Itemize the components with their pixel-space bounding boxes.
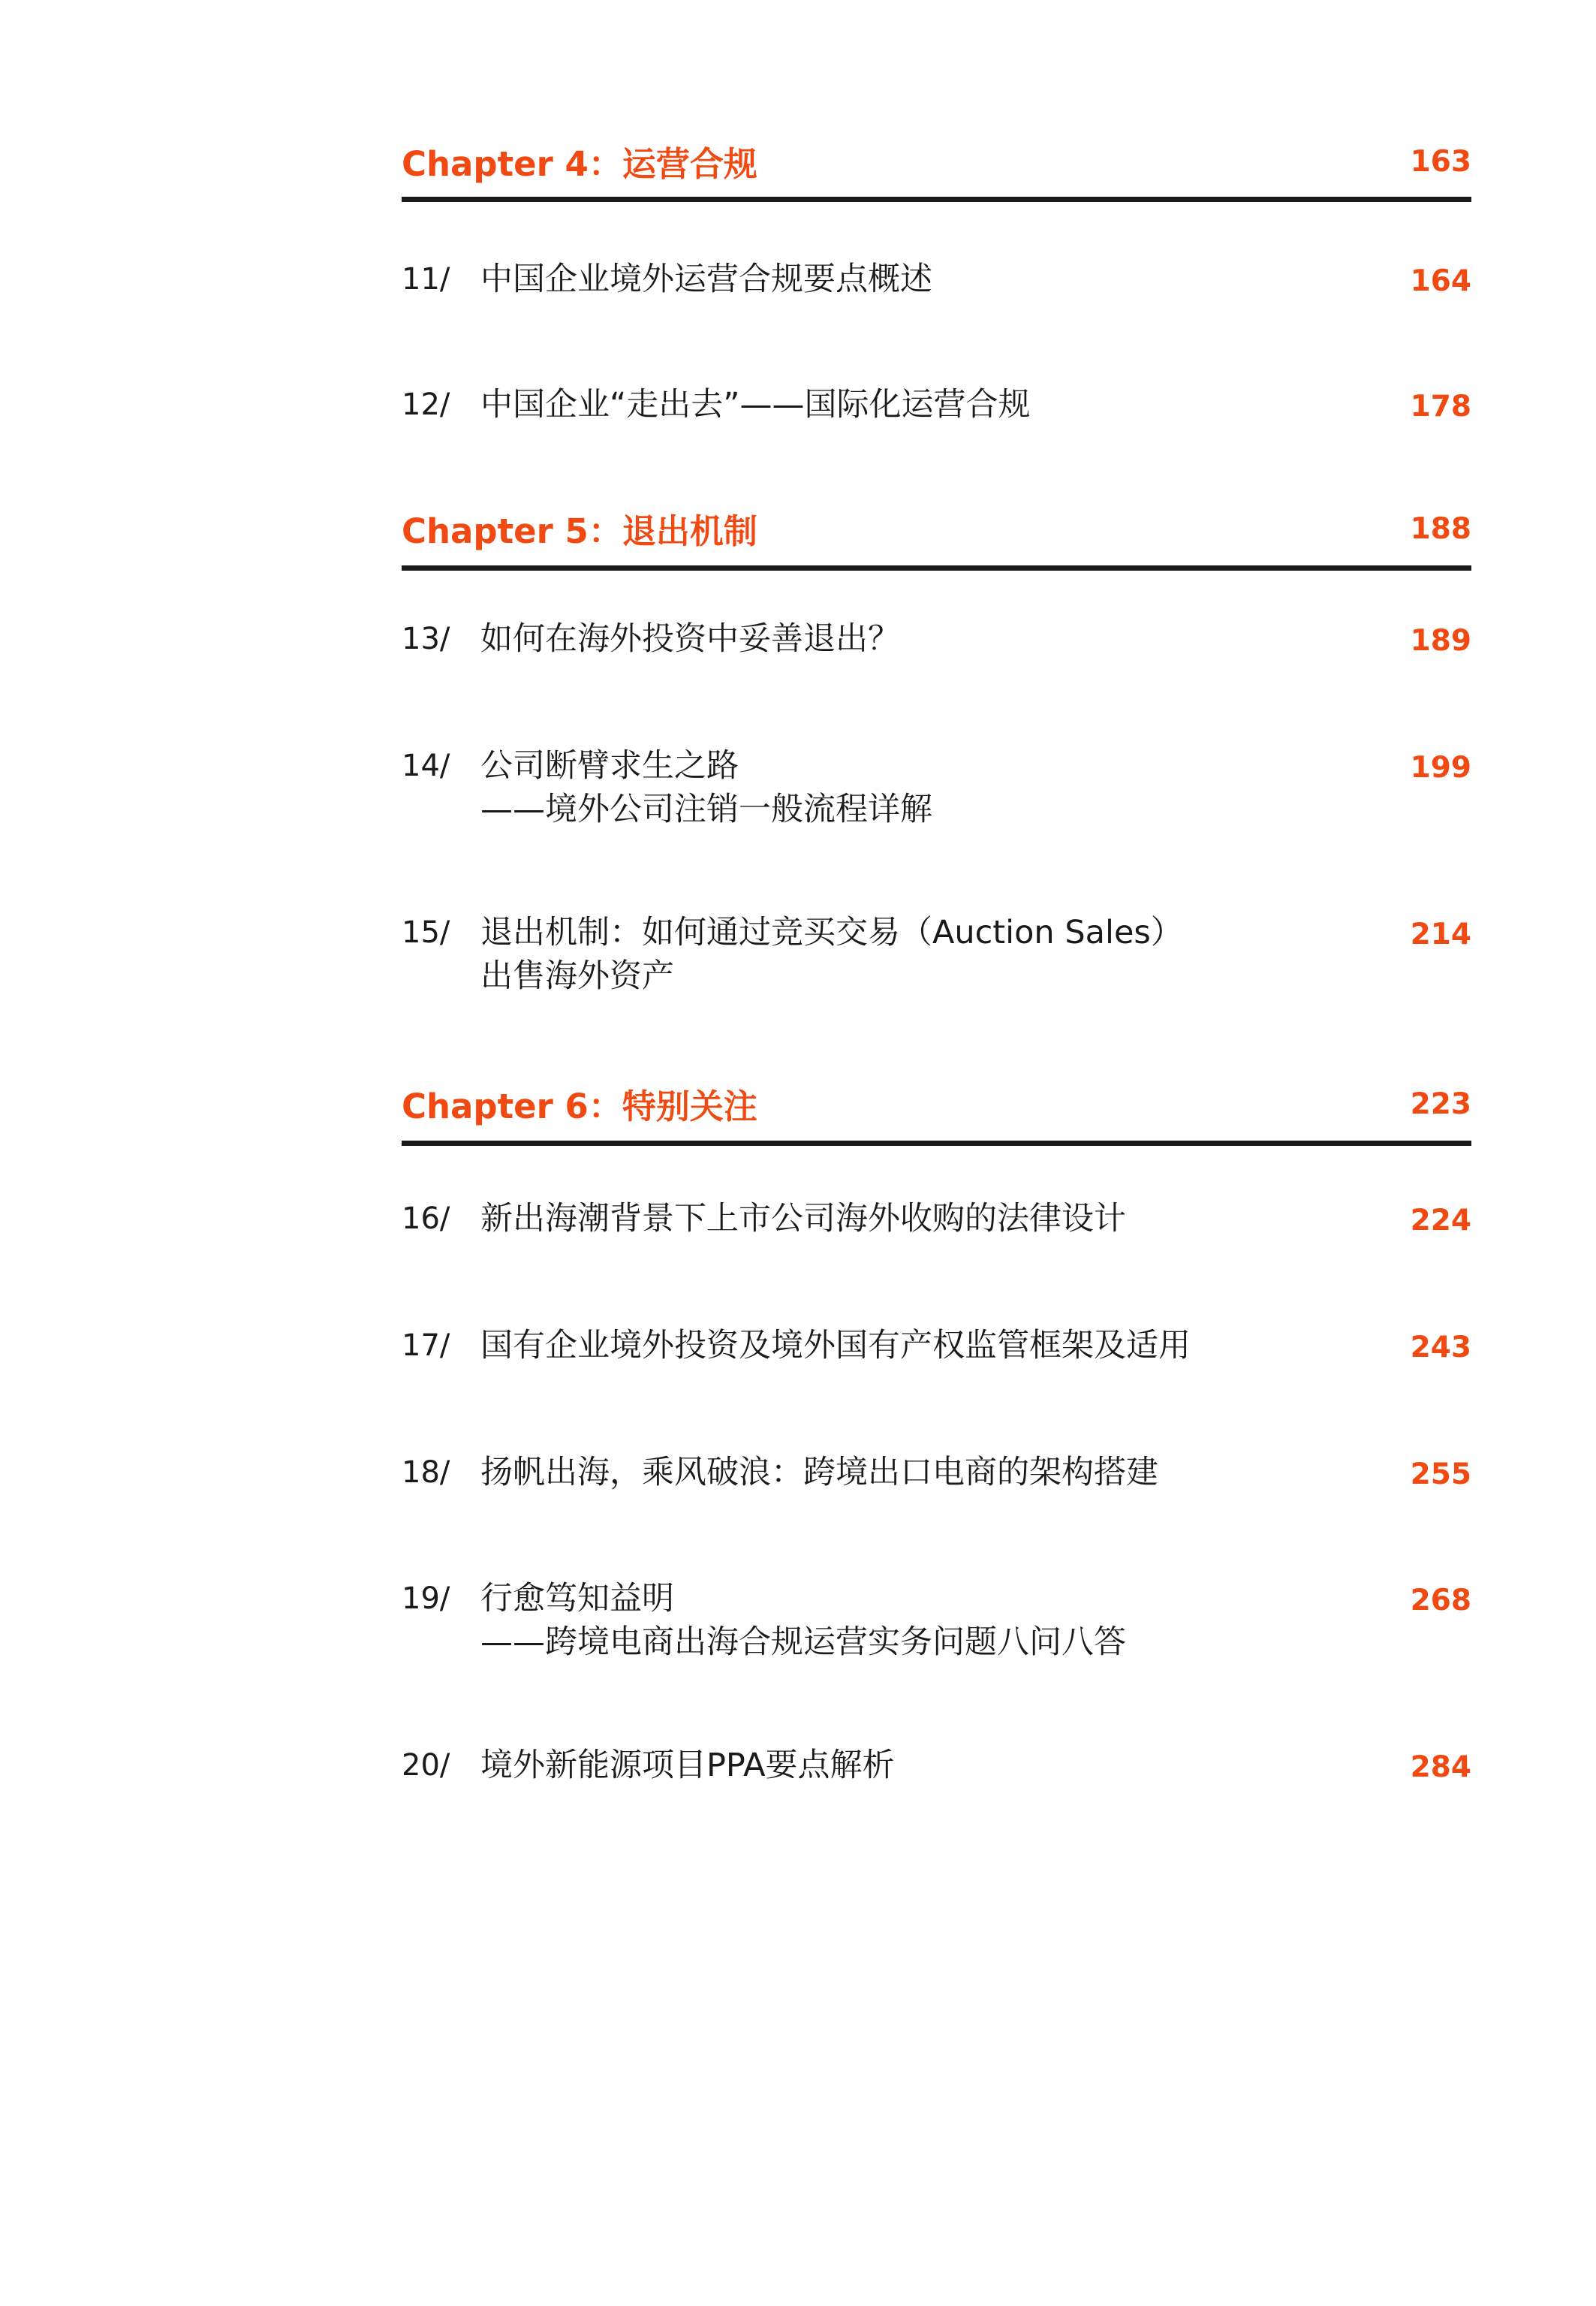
chapter-title: Chapter 4：运营合规 bbox=[402, 144, 757, 184]
entry-title-line: 中国企业“走出去”——国际化运营合规 bbox=[480, 386, 1031, 424]
entry-page-number: 255 bbox=[1410, 1457, 1471, 1491]
entry-page-number: 224 bbox=[1410, 1204, 1471, 1237]
chapter-title: Chapter 6：特别关注 bbox=[402, 1087, 757, 1126]
entry-title-line: 新出海潮背景下上市公司海外收购的法律设计 bbox=[480, 1200, 1126, 1237]
entry-title-line: 扬帆出海，乘风破浪：跨境出口电商的架构搭建 bbox=[480, 1454, 1158, 1491]
entry-number: 18/ bbox=[402, 1455, 450, 1490]
entry-number: 15/ bbox=[402, 915, 450, 950]
entry-number: 14/ bbox=[402, 749, 450, 783]
entry-page-number: 268 bbox=[1410, 1584, 1471, 1617]
entry-title bbox=[480, 1577, 1306, 1664]
entry-subtitle-line: ——跨境电商出海合规运营实务问题八问八答 bbox=[480, 1623, 1126, 1661]
entry-title-line: 行愈笃知益明 bbox=[480, 1580, 674, 1617]
entry-page-number: 199 bbox=[1410, 751, 1471, 785]
entry-title-line: 退出机制：如何通过竞买交易（Auction Sales） bbox=[480, 914, 1183, 951]
entry-page-number: 178 bbox=[1410, 390, 1471, 424]
entry-title-line: 境外新能源项目PPA要点解析 bbox=[480, 1747, 895, 1784]
chapter-divider bbox=[402, 197, 1471, 202]
entry-number: 17/ bbox=[402, 1328, 450, 1363]
entry-title bbox=[480, 1744, 1306, 1787]
entry-title-line: 公司断臂求生之路 bbox=[480, 747, 739, 785]
entry-number: 20/ bbox=[402, 1748, 450, 1783]
entry-title-line: 如何在海外投资中妥善退出？ bbox=[480, 620, 900, 658]
chapter-divider bbox=[402, 1141, 1471, 1146]
entry-page-number: 243 bbox=[1410, 1331, 1471, 1364]
entry-title bbox=[480, 1197, 1306, 1240]
entry-title-line: 中国企业境外运营合规要点概述 bbox=[480, 261, 932, 298]
entry-title-line: 国有企业境外投资及境外国有产权监管框架及适用 bbox=[480, 1327, 1191, 1364]
entry-title bbox=[480, 744, 1306, 831]
chapter-page-number: 188 bbox=[1410, 512, 1471, 546]
chapter-title: Chapter 5：退出机制 bbox=[402, 511, 757, 551]
chapter-page-number: 163 bbox=[1410, 145, 1471, 179]
entry-subtitle-line: ——境外公司注销一般流程详解 bbox=[480, 791, 932, 828]
entry-number: 11/ bbox=[402, 262, 450, 297]
entry-number: 16/ bbox=[402, 1201, 450, 1236]
entry-title bbox=[480, 1324, 1306, 1367]
entry-title bbox=[480, 383, 1306, 427]
entry-title bbox=[480, 617, 1306, 661]
chapter-divider bbox=[402, 565, 1471, 571]
entry-number: 13/ bbox=[402, 622, 450, 656]
entry-page-number: 189 bbox=[1410, 624, 1471, 658]
entry-number: 19/ bbox=[402, 1581, 450, 1616]
entry-title bbox=[480, 1451, 1306, 1494]
entry-page-number: 214 bbox=[1410, 918, 1471, 951]
entry-title bbox=[480, 258, 1306, 301]
entry-title bbox=[480, 911, 1306, 998]
chapter-page-number: 223 bbox=[1410, 1087, 1471, 1121]
entry-subtitle-line: 出售海外资产 bbox=[480, 957, 674, 995]
entry-page-number: 284 bbox=[1410, 1750, 1471, 1784]
entry-number: 12/ bbox=[402, 387, 450, 422]
entry-page-number: 164 bbox=[1410, 264, 1471, 298]
